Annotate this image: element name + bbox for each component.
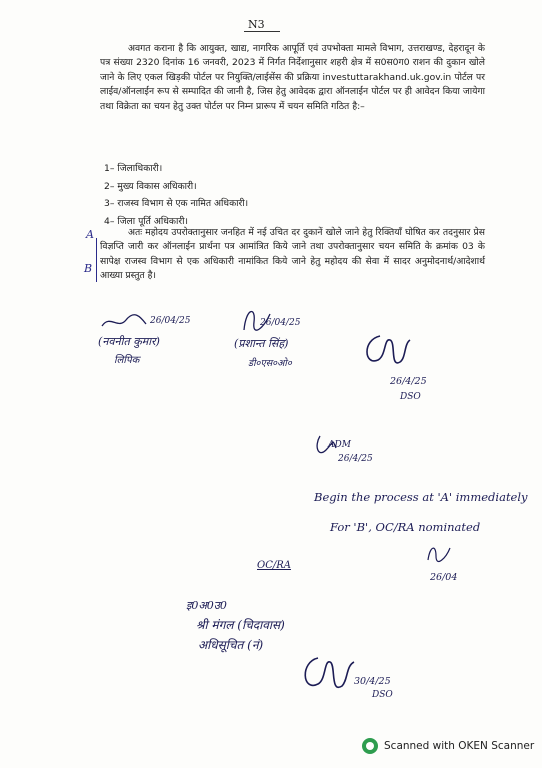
signature-role: डी०एस०ओ० — [248, 358, 292, 369]
signature-date: 26/04/25 — [150, 316, 191, 326]
note-date: 26/04 — [430, 572, 458, 583]
ocra-role: DSO — [372, 690, 393, 700]
signature-scribble — [360, 330, 420, 375]
ocra-line-1: इ0अ0उ0 — [186, 599, 227, 612]
committee-list — [104, 160, 248, 230]
signature-dso — [360, 330, 450, 420]
body-paragraph-1: अवगत कराना है कि आयुक्त, खाद्य, नागरिक आपूर्ति एवं उपभोक्ता मामले विभाग, उत्तराखण्ड, देहरादून के पत्र संख्या 2320 दिनांक 16 जनवरी, 2023 में निर्गत निर्देशानुसार शहरी क्षेत्र में स0स0ग0 राशन की दुकान खोले जाने के लिए एकल खिड़की पोर्टल पर नियुक्ति/लाईसेंस की प्रक्रिया investuttarakhand.uk.gov.in पोर्टल पर लाईव/ऑनलाईन रूप से सम्पादित की जानी है, जिस हेतु आवेदक द्वारा ऑनलाईन पोर्टल पर ही आवेदन किया जायेगा तथा विक्रेता का चयन हेतु उक्त पोर्टल पर निम्न प्रारूप में चयन समिति गठित है:– — [100, 43, 485, 112]
scanner-logo-icon — [362, 738, 378, 754]
signature-adm — [312, 432, 382, 477]
list-item: 1– जिलाधिकारी। — [104, 163, 163, 174]
margin-bracket-b — [96, 258, 97, 282]
signature-date: 26/4/25 — [338, 454, 373, 464]
signature-date: 26/04/25 — [260, 318, 301, 328]
margin-mark-a: A — [86, 228, 94, 241]
page-marker: N3 — [248, 18, 265, 31]
ocra-date: 30/4/25 — [354, 676, 391, 687]
page-marker-underline — [244, 31, 280, 32]
scanner-watermark — [362, 738, 534, 754]
ocra-signature-scribble — [296, 650, 376, 700]
scanner-text: Scanned with OKEN Scanner — [384, 740, 535, 752]
ocra-line-2: श्री मंगल (चिदावास) — [196, 618, 285, 632]
list-item: 2– मुख्य विकास अधिकारी। — [104, 180, 197, 192]
note-line-2: For 'B', OC/RA nominated — [330, 520, 481, 534]
ocra-line-3: अधिसूचित (नं) — [198, 638, 264, 652]
list-item: 3– राजस्व विभाग से एक नामित अधिकारी। — [104, 198, 249, 209]
signature-initials: ADM — [328, 440, 351, 450]
signature-date: 26/4/25 — [390, 376, 427, 387]
signature-officer — [232, 304, 362, 376]
ocra-label: OC/RA — [257, 560, 291, 571]
note-initials-scribble — [424, 542, 454, 564]
signature-name: (प्रशान्त सिंह) — [234, 337, 289, 350]
note-line-1: Begin the process at 'A' immediately — [314, 490, 528, 504]
margin-mark-b: B — [84, 262, 93, 275]
signature-role: DSO — [400, 392, 421, 402]
signature-name: (नवनीत कुमार) — [98, 335, 160, 348]
list-item: 4– जिला पूर्ति अधिकारी। — [104, 215, 188, 227]
margin-bracket-a — [96, 238, 97, 260]
signature-role: लिपिक — [114, 355, 140, 366]
body-paragraph-2: अतः महोदय उपरोक्तानुसार जनहित में नई उचित दर दुकानें खोले जाने हेतु रिक्तियाँ घोषित कर तदनुसार प्रेस विज्ञप्ति जारी कर ऑनलाईन प्रार्थना पत्र आमांत्रित किये जाने तथा उपरोक्तानुसार चयन समिति के क्रमांक 03 के सापेक्ष राजस्व विभाग से एक अधिकारी नामांकित किये जाने हेतु महोदय की सेवा में सादर अनुमोदनार्थ/आदेशार्थ आख्या प्रस्तुत है। — [100, 227, 485, 282]
signature-clerk — [96, 312, 206, 372]
